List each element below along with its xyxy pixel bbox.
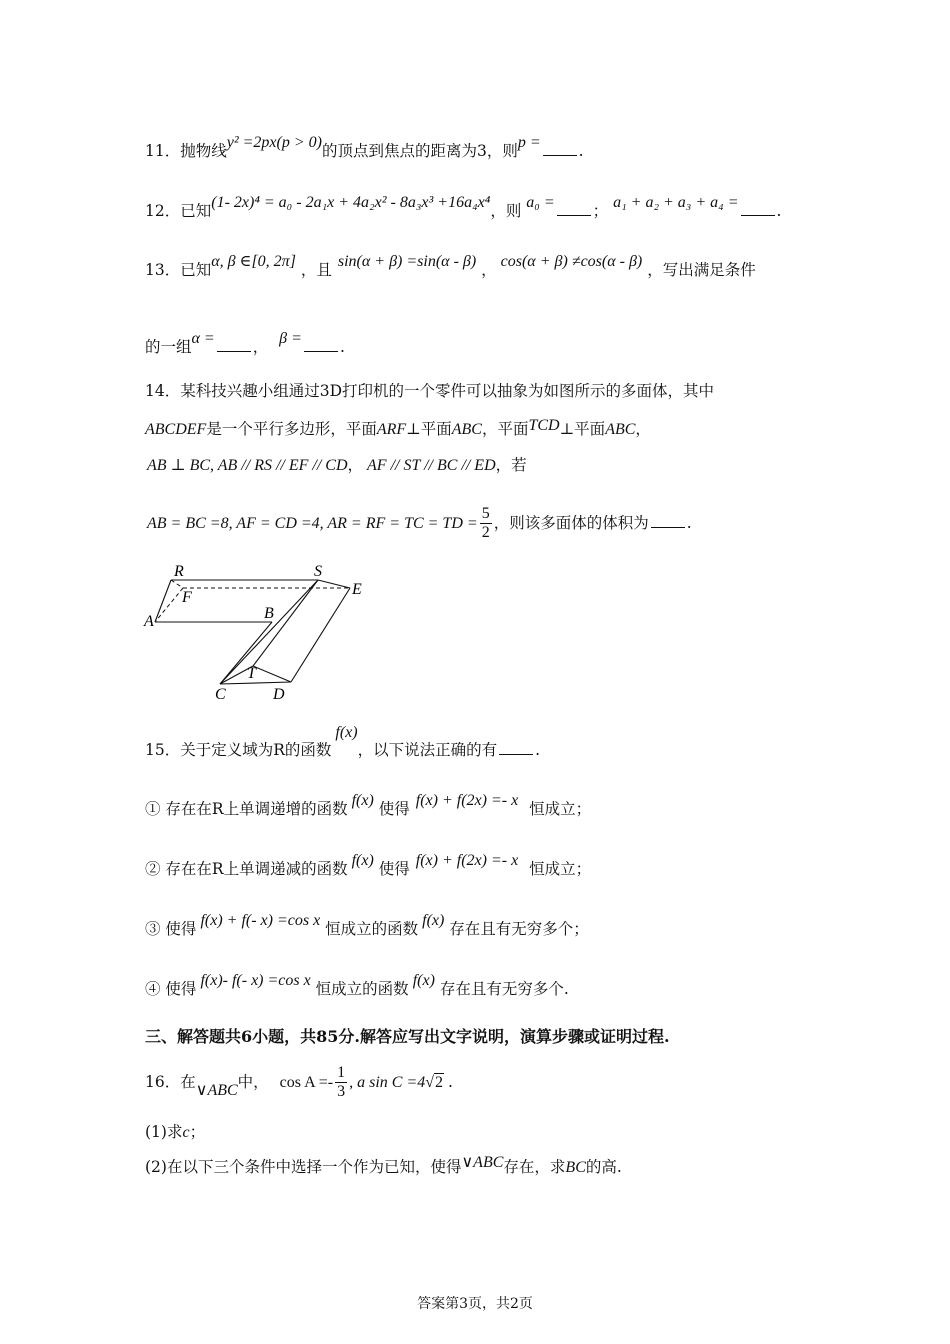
- q15-item-2-mid: 使得: [378, 860, 410, 878]
- q13-and: ，且: [300, 261, 332, 279]
- q15-number: 15．关于定义域为R的函数: [145, 741, 332, 759]
- q16-in: 中，: [237, 1072, 269, 1091]
- q14-lengths: AB = BC =8, AF = CD =4, AR = RF = TC = TD =: [147, 514, 478, 532]
- q12-answer-blank-2[interactable]: [741, 203, 775, 216]
- q15-item-1-tail: 恒成立；: [529, 800, 592, 818]
- q13-answer-blank-alpha[interactable]: [217, 339, 251, 352]
- figure-label-f: F: [182, 589, 192, 606]
- q14-frac-den: 2: [481, 524, 490, 542]
- q12-comma: ，则: [490, 202, 522, 220]
- q14-answer-blank[interactable]: [651, 515, 685, 528]
- q12-answer-blank-1[interactable]: [557, 203, 591, 216]
- q14-text-c: ，则该多面体的体积为: [493, 513, 649, 532]
- q12-var1: a₀ =: [526, 194, 555, 211]
- q15-fx: f(x): [335, 724, 358, 741]
- q16-end: .: [448, 1072, 453, 1091]
- q13-line: [145, 253, 756, 279]
- figure-label-t: T: [247, 665, 256, 682]
- q11-formula: y² =2px(p > 0): [226, 134, 322, 151]
- q14-perp-2: ⊥平面: [559, 420, 606, 438]
- q14-comma-2: ，: [347, 456, 364, 474]
- q11-number: 11．抛物线: [145, 142, 227, 160]
- q15-text: ，以下说法正确的有: [357, 741, 498, 759]
- q15-item-3-fx: f(x): [422, 912, 445, 929]
- q15-item-2-formula: f(x) + f(2x) =- x: [415, 852, 519, 869]
- q13-cond2: sin(α + β) =sin(α - β): [337, 253, 477, 270]
- q14-line1: 14．某科技兴趣小组通过3D打印机的一个零件可以抽象为如图所示的多面体，其中: [145, 382, 715, 400]
- q14-abc-2: ABC: [605, 421, 636, 438]
- q16-fraction: [335, 1064, 347, 1102]
- q16-part1-a: (1)求: [145, 1123, 183, 1141]
- q15-item-3-formula: f(x) + f(- x) =cos x: [200, 912, 321, 929]
- figure-label-b: B: [264, 605, 274, 622]
- q15-item-4-tail: 存在且有无穷多个.: [439, 980, 569, 998]
- q16-triangle: ∨ABC: [195, 1081, 238, 1099]
- q13-text: ，写出满足条件: [647, 261, 756, 279]
- q16-sqrt: 2: [435, 1073, 444, 1091]
- q15-item-3-tail: 存在且有无穷多个；: [449, 920, 589, 938]
- page-footer: 答案第3页，共2页: [417, 1296, 533, 1312]
- q12-end: .: [776, 202, 782, 220]
- q12-line: [145, 194, 782, 220]
- figure-label-s: S: [314, 563, 322, 580]
- q11-line: [145, 134, 584, 160]
- q13-beta: β =: [279, 330, 302, 347]
- q15-item-3-mid: 恒成立的函数: [325, 920, 419, 938]
- q14-arf: ARF: [376, 421, 407, 438]
- q14-parallel-1: AB ⊥ BC, AB // RS // EF // CD: [147, 457, 348, 474]
- q14-parallel-2: AF // ST // BC // ED: [367, 457, 496, 474]
- figure-label-a: A: [144, 613, 154, 630]
- q14-abc-1: ABC: [451, 421, 482, 438]
- q15-item-2-label: ② 存在在R上单调递减的函数: [145, 860, 348, 878]
- figure-label-e: E: [352, 581, 362, 598]
- section3-title: 三、解答题共6小题，共85分.解答应写出文字说明，演算步骤或证明过程.: [145, 1027, 670, 1046]
- q15-item-3: [145, 912, 589, 938]
- q15-item-3-label: ③ 使得: [145, 920, 197, 938]
- q15-item-4-mid: 恒成立的函数: [315, 980, 409, 998]
- q13-end: .: [339, 338, 345, 356]
- q13-alpha: α =: [191, 330, 215, 347]
- q14-line4: [147, 505, 692, 543]
- q14-end: .: [686, 513, 692, 532]
- q16-part2: [145, 1154, 622, 1176]
- q15-item-4: [145, 972, 569, 998]
- q14-fraction: [480, 505, 492, 543]
- q16-part2-c: 的高.: [585, 1158, 622, 1176]
- q16-part1: [145, 1125, 205, 1141]
- q16-part2-triangle: ∨ABC: [461, 1154, 504, 1171]
- q13-cond1: α, β ∈[0, 2π]: [211, 253, 296, 270]
- q15-item-1-label: ① 存在在R上单调递增的函数: [145, 800, 348, 818]
- q15-item-1-fx: f(x): [351, 792, 374, 809]
- q16-part1-b: ；: [189, 1123, 206, 1141]
- q12-separator: ；: [592, 202, 609, 220]
- q16-frac-num: 1: [335, 1064, 347, 1083]
- q15-answer-blank[interactable]: [499, 742, 533, 755]
- q13-line2: [145, 330, 345, 356]
- q16-asinC: , a sin C =4: [349, 1073, 426, 1091]
- q12-number: 12．已知: [145, 202, 212, 220]
- q13-cond3: cos(α + β) ≠cos(α - β): [500, 253, 643, 270]
- q14-line3: [147, 458, 527, 474]
- q15-item-1-formula: f(x) + f(2x) =- x: [415, 792, 519, 809]
- q15-item-2: [145, 852, 592, 878]
- q15-line: [145, 724, 541, 759]
- q14-perp-1: ⊥平面: [406, 420, 452, 438]
- q14-abcdef: ABCDEF: [145, 421, 207, 438]
- figure-label-r: R: [174, 563, 184, 580]
- q14-text-a: 是一个平行多边形，平面: [206, 420, 377, 438]
- q14-polyhedron-figure: [140, 560, 380, 705]
- q11-end: .: [578, 142, 584, 160]
- q15-item-4-formula: f(x)- f(- x) =cos x: [200, 972, 311, 989]
- q16-cosA: cos A =-: [279, 1073, 334, 1091]
- q14-frac-num: 5: [480, 505, 492, 524]
- q11-answer-blank[interactable]: [543, 143, 577, 156]
- q15-end: .: [535, 741, 541, 759]
- q15-item-4-label: ④ 使得: [145, 980, 197, 998]
- q13-answer-blank-beta[interactable]: [304, 339, 338, 352]
- q15-item-2-tail: 恒成立；: [529, 860, 592, 878]
- q16-number: 16．在: [145, 1072, 196, 1091]
- q14-tcd: TCD: [528, 417, 560, 434]
- q16-frac-den: 3: [337, 1083, 346, 1101]
- q11-text: 的顶点到焦点的距离为3，则: [321, 142, 518, 160]
- q16-part2-var: BC: [565, 1159, 586, 1176]
- q14-ruo: ，若: [495, 456, 527, 474]
- q16-part2-a: (2)在以下三个条件中选择一个作为已知，使得: [145, 1158, 462, 1176]
- q11-variable: p =: [517, 134, 541, 151]
- q14-text-b: ，平面: [481, 420, 529, 438]
- q15-item-2-fx: f(x): [351, 852, 374, 869]
- q16-part1-var: c: [182, 1124, 190, 1141]
- q16-part2-b: 存在，求: [503, 1158, 566, 1176]
- q12-var2: a₁ + a₂ + a₃ + a₄ =: [613, 194, 739, 211]
- q13-number: 13．已知: [145, 261, 212, 279]
- figure-label-c: C: [215, 686, 226, 703]
- q13-comma2: ，: [252, 338, 269, 356]
- q14-comma: ，: [635, 420, 651, 438]
- q12-formula: (1- 2x)⁴ = a₀ - 2a₁x + 4a₂x² - 8a₃x³ +16a₄x⁴: [211, 194, 491, 211]
- figure-label-d: D: [273, 686, 285, 703]
- q13-comma: ，: [481, 261, 497, 279]
- q15-item-4-fx: f(x): [412, 972, 435, 989]
- q13-line2-text: 的一组: [145, 338, 192, 356]
- q16-line: 16．在∨ABC中， cos A =- $\frac{1}{3}$ , a sin C =4√2 .: [145, 1064, 453, 1101]
- q15-item-1-mid: 使得: [378, 800, 410, 818]
- q14-line2: [145, 417, 651, 438]
- q15-item-1: [145, 792, 592, 818]
